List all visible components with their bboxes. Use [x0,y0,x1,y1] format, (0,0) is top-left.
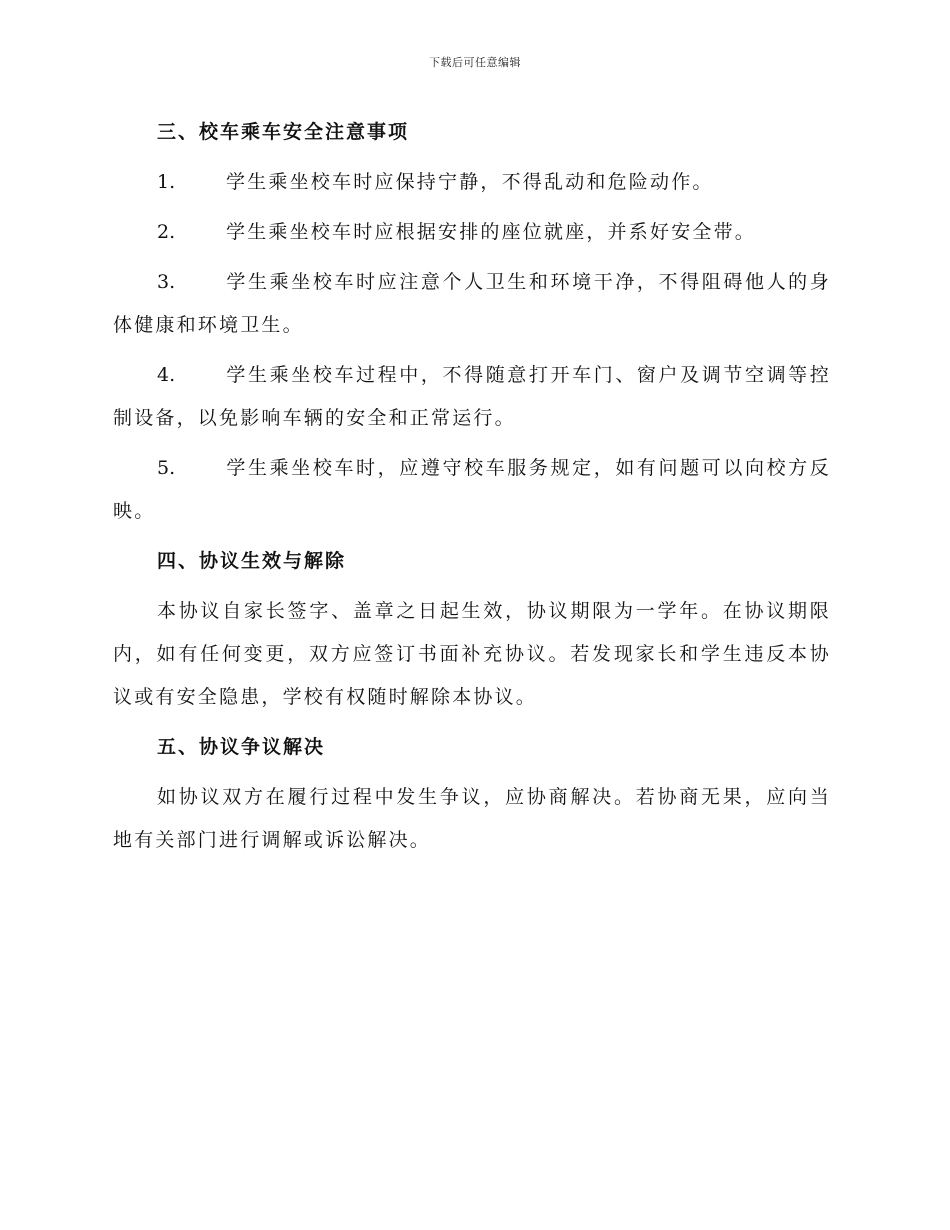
section-heading-dispute: 五、协议争议解决 [157,736,326,758]
list-item-text: 学生乘坐校车时应保持宁静，不得乱动和危险动作。 [226,171,714,193]
list-item [113,261,831,347]
list-item-text: 学生乘坐校车时应根据安排的座位就座，并系好安全带。 [226,221,757,243]
list-item-number: 3. [157,271,176,293]
section-heading-safety: 三、校车乘车安全注意事项 [157,121,410,143]
list-item-text: 学生乘坐校车时，应遵守校车服务规定，如有问题可以向校方反映。 [113,457,831,522]
section-paragraph-effect: 本协议自家长签字、盖章之日起生效，协议期限为一学年。在协议期限内，如有任何变更，双方应签订书面补充协议。若发现家长和学生违反本协议或有安全隐患，学校有权随时解除本协议。 [113,600,831,708]
header-note: 下载后可任意编辑 [429,56,521,69]
list-item-number: 4. [157,364,176,386]
list-item-text: 学生乘坐校车过程中，不得随意打开车门、窗户及调节空调等控制设备，以免影响车辆的安全和正常运行。 [113,364,831,429]
list-item-number: 1. [157,171,176,193]
list-item-number: 2. [157,221,176,243]
list-item [113,354,831,440]
list-item-text: 学生乘坐校车时应注意个人卫生和环境干净，不得阻碍他人的身体健康和环境卫生。 [113,271,831,336]
list-item [113,447,831,533]
list-item [113,211,831,254]
list-item-number: 5. [157,457,176,479]
section-paragraph-dispute: 如协议双方在履行过程中发生争议，应协商解决。若协商无果，应向当地有关部门进行调解或诉讼解决。 [113,786,831,851]
section-heading-effect: 四、协议生效与解除 [157,550,347,572]
list-item [113,161,831,204]
document-body [113,111,831,869]
